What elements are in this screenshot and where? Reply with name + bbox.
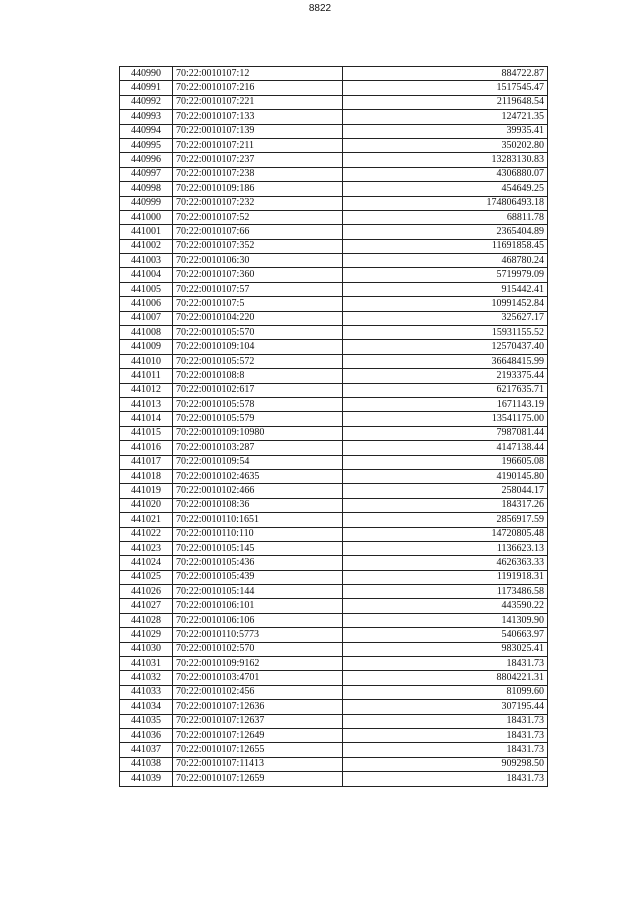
row-number-cell: 440991 (120, 81, 173, 95)
cadastral-value-cell: 325627.17 (343, 311, 548, 325)
cadastral-value-cell: 174806493.18 (343, 196, 548, 210)
table-row (120, 426, 548, 440)
row-number-cell: 441016 (120, 441, 173, 455)
row-number-cell: 441007 (120, 311, 173, 325)
cadastral-value-cell: 1671143.19 (343, 397, 548, 411)
cadastral-value-cell: 7987081.44 (343, 426, 548, 440)
row-number-cell: 441013 (120, 397, 173, 411)
table-row (120, 743, 548, 757)
table-row (120, 182, 548, 196)
row-number-cell: 440994 (120, 124, 173, 138)
cadastral-number-cell: 70:22:0010107:12655 (173, 743, 343, 757)
table-row (120, 282, 548, 296)
cadastral-number-cell: 70:22:0010109:186 (173, 182, 343, 196)
row-number-cell: 441039 (120, 772, 173, 786)
cadastral-number-cell: 70:22:0010105:579 (173, 412, 343, 426)
table-row (120, 340, 548, 354)
table-row (120, 138, 548, 152)
table-row (120, 455, 548, 469)
cadastral-value-cell: 1173486.58 (343, 585, 548, 599)
table-row (120, 757, 548, 771)
cadastral-value-cell: 1136623.13 (343, 541, 548, 555)
cadastral-value-cell: 68811.78 (343, 210, 548, 224)
row-number-cell: 441018 (120, 469, 173, 483)
cadastral-value-cell: 4626363.33 (343, 556, 548, 570)
row-number-cell: 441001 (120, 225, 173, 239)
cadastral-number-cell: 70:22:0010105:439 (173, 570, 343, 584)
table-row (120, 671, 548, 685)
cadastral-value-cell: 36648415.99 (343, 354, 548, 368)
cadastral-number-cell: 70:22:0010107:66 (173, 225, 343, 239)
cadastral-number-cell: 70:22:0010106:106 (173, 613, 343, 627)
cadastral-number-cell: 70:22:0010109:54 (173, 455, 343, 469)
row-number-cell: 440999 (120, 196, 173, 210)
cadastral-number-cell: 70:22:0010102:570 (173, 642, 343, 656)
row-number-cell: 440995 (120, 138, 173, 152)
row-number-cell: 441031 (120, 657, 173, 671)
cadastral-value-cell: 196605.08 (343, 455, 548, 469)
row-number-cell: 441020 (120, 498, 173, 512)
cadastral-number-cell: 70:22:0010104:220 (173, 311, 343, 325)
row-number-cell: 441021 (120, 513, 173, 527)
table-row (120, 110, 548, 124)
cadastral-value-cell: 124721.35 (343, 110, 548, 124)
row-number-cell: 441030 (120, 642, 173, 656)
table-row (120, 196, 548, 210)
table-row (120, 498, 548, 512)
cadastral-value-cell: 4190145.80 (343, 469, 548, 483)
table-row (120, 412, 548, 426)
table-row (120, 585, 548, 599)
row-number-cell: 441034 (120, 700, 173, 714)
table-row (120, 311, 548, 325)
table-row (120, 599, 548, 613)
cadastral-value-cell: 454649.25 (343, 182, 548, 196)
table-row (120, 714, 548, 728)
table-row (120, 153, 548, 167)
table-row (120, 81, 548, 95)
cadastral-number-cell: 70:22:0010102:617 (173, 383, 343, 397)
cadastral-value-cell: 2856917.59 (343, 513, 548, 527)
row-number-cell: 441002 (120, 239, 173, 253)
row-number-cell: 441008 (120, 326, 173, 340)
row-number-cell: 441009 (120, 340, 173, 354)
cadastral-value-cell: 1517545.47 (343, 81, 548, 95)
table-row (120, 628, 548, 642)
row-number-cell: 441015 (120, 426, 173, 440)
cadastral-number-cell: 70:22:0010107:11413 (173, 757, 343, 771)
cadastral-number-cell: 70:22:0010103:287 (173, 441, 343, 455)
row-number-cell: 441035 (120, 714, 173, 728)
table-row (120, 513, 548, 527)
cadastral-value-cell: 18431.73 (343, 714, 548, 728)
row-number-cell: 440993 (120, 110, 173, 124)
table-row (120, 397, 548, 411)
row-number-cell: 441006 (120, 297, 173, 311)
cadastral-number-cell: 70:22:0010107:52 (173, 210, 343, 224)
cadastral-number-cell: 70:22:0010107:360 (173, 268, 343, 282)
cadastral-value-cell: 5719979.09 (343, 268, 548, 282)
cadastral-number-cell: 70:22:0010107:5 (173, 297, 343, 311)
cadastral-number-cell: 70:22:0010107:12659 (173, 772, 343, 786)
cadastral-value-cell: 468780.24 (343, 254, 548, 268)
cadastral-value-cell: 307195.44 (343, 700, 548, 714)
table-row (120, 657, 548, 671)
table-row (120, 527, 548, 541)
cadastral-number-cell: 70:22:0010109:9162 (173, 657, 343, 671)
cadastral-number-cell: 70:22:0010109:10980 (173, 426, 343, 440)
table-row (120, 613, 548, 627)
cadastral-number-cell: 70:22:0010105:578 (173, 397, 343, 411)
row-number-cell: 441023 (120, 541, 173, 555)
cadastral-value-cell: 18431.73 (343, 728, 548, 742)
table-row (120, 556, 548, 570)
row-number-cell: 440996 (120, 153, 173, 167)
cadastral-number-cell: 70:22:0010107:238 (173, 167, 343, 181)
cadastral-value-cell: 909298.50 (343, 757, 548, 771)
cadastral-value-cell: 141309.90 (343, 613, 548, 627)
table-row (120, 383, 548, 397)
row-number-cell: 441028 (120, 613, 173, 627)
cadastral-number-cell: 70:22:0010105:570 (173, 326, 343, 340)
row-number-cell: 441022 (120, 527, 173, 541)
cadastral-value-cell: 10991452.84 (343, 297, 548, 311)
cadastral-number-cell: 70:22:0010107:211 (173, 138, 343, 152)
row-number-cell: 441014 (120, 412, 173, 426)
cadastral-number-cell: 70:22:0010110:5773 (173, 628, 343, 642)
table-row (120, 124, 548, 138)
table-row (120, 728, 548, 742)
cadastral-value-cell: 258044.17 (343, 484, 548, 498)
table-row (120, 67, 548, 81)
cadastral-value-cell: 2365404.89 (343, 225, 548, 239)
cadastral-value-cell: 18431.73 (343, 657, 548, 671)
cadastral-number-cell: 70:22:0010107:237 (173, 153, 343, 167)
cadastral-number-cell: 70:22:0010108:8 (173, 369, 343, 383)
cadastral-value-cell: 2193375.44 (343, 369, 548, 383)
cadastral-number-cell: 70:22:0010107:12636 (173, 700, 343, 714)
cadastral-number-cell: 70:22:0010105:436 (173, 556, 343, 570)
cadastral-number-cell: 70:22:0010109:104 (173, 340, 343, 354)
cadastral-number-cell: 70:22:0010107:57 (173, 282, 343, 296)
table-row (120, 642, 548, 656)
cadastral-number-cell: 70:22:0010102:466 (173, 484, 343, 498)
table-row (120, 469, 548, 483)
row-number-cell: 441038 (120, 757, 173, 771)
cadastral-value-cell: 443590.22 (343, 599, 548, 613)
row-number-cell: 440997 (120, 167, 173, 181)
page-number: 8822 (308, 3, 332, 14)
cadastral-value-cell: 13283130.83 (343, 153, 548, 167)
cadastral-value-cell: 6217635.71 (343, 383, 548, 397)
cadastral-value-cell: 15931155.52 (343, 326, 548, 340)
row-number-cell: 441010 (120, 354, 173, 368)
cadastral-number-cell: 70:22:0010110:1651 (173, 513, 343, 527)
cadastral-value-cell: 13541175.00 (343, 412, 548, 426)
row-number-cell: 441026 (120, 585, 173, 599)
cadastral-number-cell: 70:22:0010106:30 (173, 254, 343, 268)
table-row (120, 685, 548, 699)
table-row (120, 369, 548, 383)
cadastral-value-cell: 915442.41 (343, 282, 548, 296)
cadastral-number-cell: 70:22:0010107:352 (173, 239, 343, 253)
row-number-cell: 441011 (120, 369, 173, 383)
cadastral-value-cell: 11691858.45 (343, 239, 548, 253)
row-number-cell: 441005 (120, 282, 173, 296)
table-row (120, 210, 548, 224)
cadastral-value-cell: 1191918.31 (343, 570, 548, 584)
cadastral-number-cell: 70:22:0010107:216 (173, 81, 343, 95)
table-row (120, 700, 548, 714)
cadastral-number-cell: 70:22:0010103:4701 (173, 671, 343, 685)
row-number-cell: 441004 (120, 268, 173, 282)
cadastral-number-cell: 70:22:0010107:12637 (173, 714, 343, 728)
table-row (120, 254, 548, 268)
cadastral-number-cell: 70:22:0010105:144 (173, 585, 343, 599)
table-row (120, 354, 548, 368)
cadastral-value-cell: 184317.26 (343, 498, 548, 512)
cadastral-value-cell: 540663.97 (343, 628, 548, 642)
cadastral-value-table (119, 66, 548, 787)
row-number-cell: 441036 (120, 728, 173, 742)
table-row (120, 225, 548, 239)
table-row (120, 541, 548, 555)
cadastral-value-cell: 18431.73 (343, 772, 548, 786)
row-number-cell: 441024 (120, 556, 173, 570)
cadastral-value-cell: 81099.60 (343, 685, 548, 699)
row-number-cell: 440998 (120, 182, 173, 196)
cadastral-number-cell: 70:22:0010110:110 (173, 527, 343, 541)
row-number-cell: 441019 (120, 484, 173, 498)
row-number-cell: 441003 (120, 254, 173, 268)
cadastral-value-cell: 14720805.48 (343, 527, 548, 541)
row-number-cell: 440992 (120, 95, 173, 109)
cadastral-value-cell: 350202.80 (343, 138, 548, 152)
cadastral-number-cell: 70:22:0010107:12 (173, 67, 343, 81)
table-row (120, 297, 548, 311)
table-row (120, 268, 548, 282)
cadastral-value-cell: 2119648.54 (343, 95, 548, 109)
row-number-cell: 441032 (120, 671, 173, 685)
cadastral-number-cell: 70:22:0010105:145 (173, 541, 343, 555)
cadastral-number-cell: 70:22:0010107:12649 (173, 728, 343, 742)
table-row (120, 441, 548, 455)
table-row (120, 239, 548, 253)
cadastral-value-cell: 39935.41 (343, 124, 548, 138)
table-row (120, 326, 548, 340)
cadastral-number-cell: 70:22:0010106:101 (173, 599, 343, 613)
cadastral-value-cell: 8804221.31 (343, 671, 548, 685)
table-row (120, 570, 548, 584)
row-number-cell: 440990 (120, 67, 173, 81)
table-row (120, 772, 548, 786)
table-body (120, 67, 548, 787)
row-number-cell: 441012 (120, 383, 173, 397)
row-number-cell: 441000 (120, 210, 173, 224)
cadastral-value-cell: 18431.73 (343, 743, 548, 757)
table-row (120, 167, 548, 181)
row-number-cell: 441029 (120, 628, 173, 642)
cadastral-value-cell: 12570437.40 (343, 340, 548, 354)
row-number-cell: 441027 (120, 599, 173, 613)
table-row (120, 95, 548, 109)
cadastral-number-cell: 70:22:0010107:232 (173, 196, 343, 210)
cadastral-number-cell: 70:22:0010108:36 (173, 498, 343, 512)
cadastral-number-cell: 70:22:0010102:4635 (173, 469, 343, 483)
cadastral-number-cell: 70:22:0010102:456 (173, 685, 343, 699)
cadastral-number-cell: 70:22:0010105:572 (173, 354, 343, 368)
cadastral-value-cell: 884722.87 (343, 67, 548, 81)
cadastral-number-cell: 70:22:0010107:221 (173, 95, 343, 109)
row-number-cell: 441033 (120, 685, 173, 699)
cadastral-number-cell: 70:22:0010107:139 (173, 124, 343, 138)
cadastral-value-cell: 4147138.44 (343, 441, 548, 455)
row-number-cell: 441037 (120, 743, 173, 757)
row-number-cell: 441017 (120, 455, 173, 469)
cadastral-value-cell: 4306880.07 (343, 167, 548, 181)
row-number-cell: 441025 (120, 570, 173, 584)
table-row (120, 484, 548, 498)
cadastral-value-cell: 983025.41 (343, 642, 548, 656)
cadastral-number-cell: 70:22:0010107:133 (173, 110, 343, 124)
